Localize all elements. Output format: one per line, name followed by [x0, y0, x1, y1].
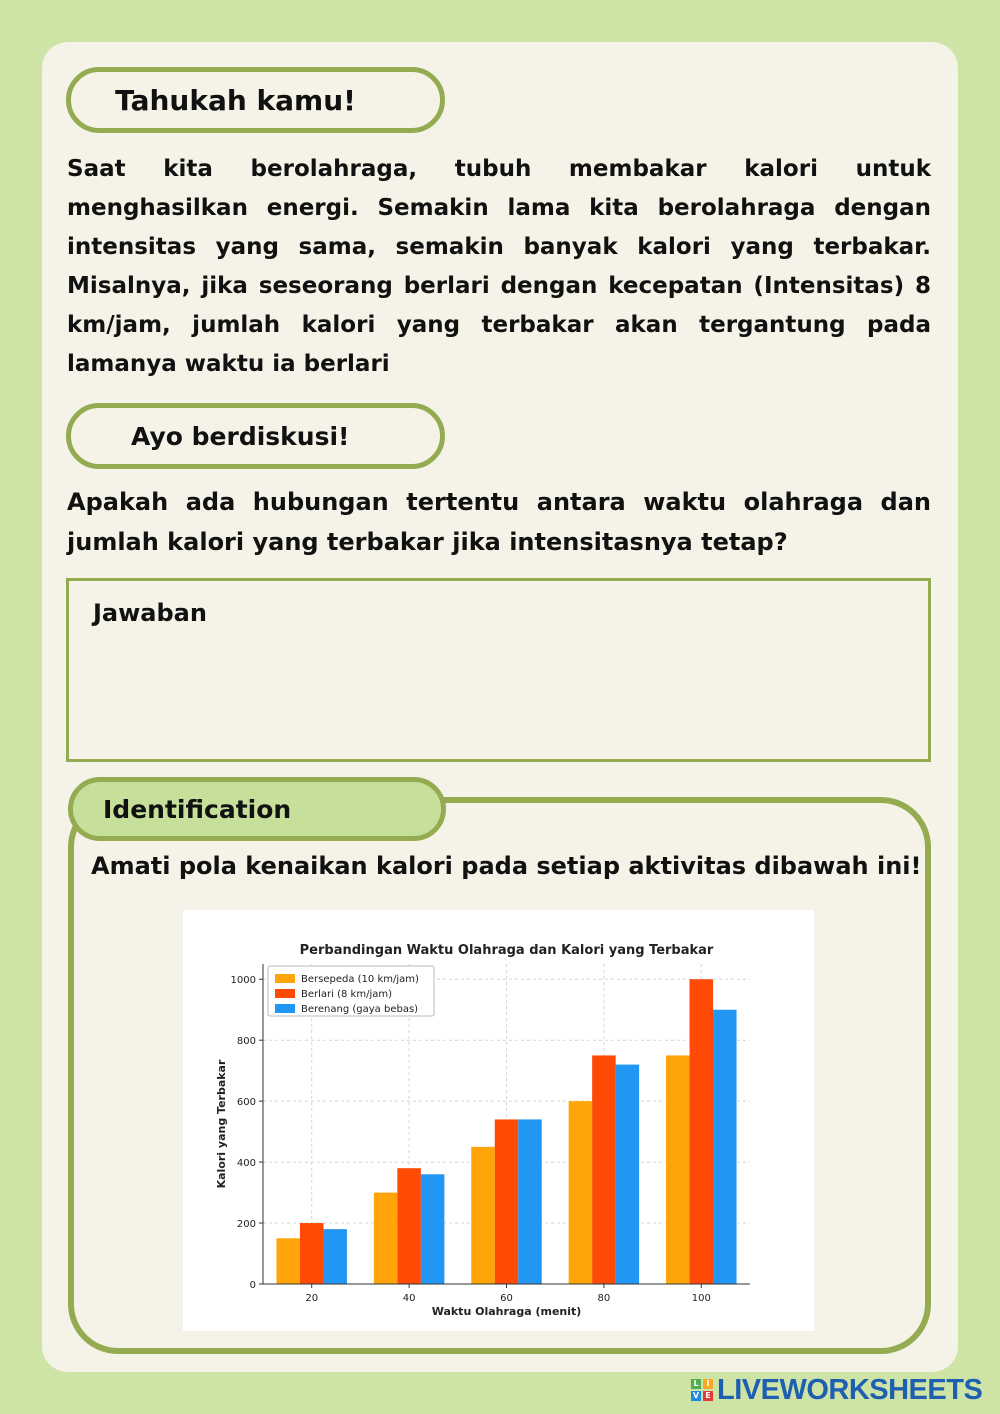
section-title-diskusi: [66, 403, 445, 469]
tahukah-title: Tahukah kamu!: [115, 83, 356, 117]
bar-bersepeda: [374, 1193, 398, 1284]
logo-letter-square: V: [692, 1391, 700, 1400]
diskusi-title: Ayo berdiskusi!: [131, 421, 350, 451]
y-tick-label: 800: [236, 1036, 256, 1048]
y-tick-label: 1000: [230, 975, 256, 987]
bar-bersepeda: [471, 1147, 495, 1284]
bar-bersepeda: [276, 1238, 300, 1284]
identification-instruction: Amati pola kenaikan kalori pada setiap aktivitas dibawah ini!: [91, 852, 922, 880]
bar-berenang: [421, 1174, 445, 1284]
x-tick-label: 100: [691, 1293, 711, 1304]
legend-label: Berlari (8 km/jam): [301, 989, 392, 1000]
x-tick-label: 20: [305, 1293, 319, 1304]
logo-letter-square: I: [703, 1379, 713, 1389]
bar-berlari: [592, 1055, 616, 1284]
y-axis-label: Kalori yang Terbakar: [215, 1059, 228, 1189]
answer-label: Jawaban: [93, 599, 207, 627]
bar-berlari: [495, 1119, 519, 1284]
legend-label: Berenang (gaya bebas): [301, 1004, 419, 1015]
section-title-tahukah: [66, 67, 445, 133]
logo-text: LIVEWORKSHEETS: [717, 1373, 983, 1406]
bar-berenang: [616, 1065, 640, 1284]
chart-title: Perbandingan Waktu Olahraga dan Kalori yang Terbakar: [299, 943, 714, 958]
y-tick-label: 200: [236, 1219, 256, 1231]
logo-icon: [691, 1379, 713, 1401]
x-tick-label: 80: [597, 1293, 611, 1304]
logo-letter-square: L: [691, 1379, 701, 1389]
x-axis-label: Waktu Olahraga (menit): [431, 1305, 582, 1318]
bar-berenang: [323, 1229, 347, 1284]
answer-input-box[interactable]: [66, 578, 931, 762]
bar-berlari: [397, 1168, 421, 1284]
x-tick-label: 40: [402, 1293, 416, 1304]
legend-swatch: [275, 974, 295, 983]
logo-letter-square: E: [703, 1391, 713, 1401]
bar-bersepeda: [569, 1101, 593, 1284]
y-tick-label: 0: [249, 1280, 256, 1291]
bar-chart: [183, 910, 814, 1331]
x-tick-label: 60: [500, 1293, 513, 1304]
identification-tab: [68, 777, 446, 841]
chart-panel: [183, 910, 814, 1331]
identification-title: Identification: [103, 794, 292, 824]
liveworksheets-logo: [691, 1374, 982, 1406]
legend-label: Bersepeda (10 km/jam): [301, 974, 419, 985]
intro-paragraph: Saat kita berolahraga, tubuh membakar kalori untuk menghasilkan energi. Semakin lama kita berolahraga dengan intensitas yang sama, semakin banyak kalori yang terbakar. Misalnya, jika seseorang berlari dengan kecepatan (Intensitas) 8 km/jam, jumlah kalori yang terbakar akan tergantung pada lamanya waktu ia berlari: [67, 156, 931, 377]
bar-berenang: [518, 1119, 542, 1284]
bar-berlari: [690, 979, 714, 1284]
legend-swatch: [275, 989, 295, 998]
bar-berenang: [713, 1010, 737, 1284]
y-tick-label: 400: [236, 1158, 256, 1170]
y-tick-label: 600: [236, 1097, 256, 1109]
discussion-question: Apakah ada hubungan tertentu antara waktu olahraga dan jumlah kalori yang terbakar jika intensitasnya tetap?: [67, 488, 931, 556]
bar-bersepeda: [666, 1055, 690, 1284]
legend-swatch: [275, 1004, 295, 1013]
bar-berlari: [300, 1223, 324, 1284]
